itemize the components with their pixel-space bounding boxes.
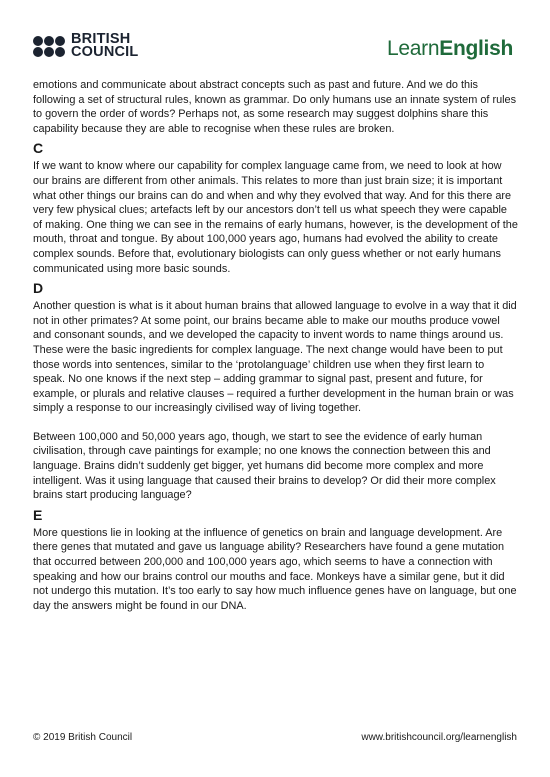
brand-line-2: COUNCIL (71, 44, 139, 60)
footer-url[interactable]: www.britishcouncil.org/learnenglish (361, 732, 517, 743)
learnenglish-logo-suffix: English (439, 37, 513, 60)
article-body (33, 78, 518, 613)
footer-copyright: © 2019 British Council (33, 732, 133, 743)
british-council-dots-icon (33, 36, 65, 57)
brand-line-1: BRITISH (71, 31, 131, 47)
page-footer (33, 732, 517, 743)
section-heading-d: D (33, 280, 44, 297)
page-header (0, 0, 550, 75)
section-d-paragraph-2: Between 100,000 and 50,000 years ago, though, we start to see the evidence of early human civilisation, through cave paintings for example; no one knows the connection between this and language. Brains didn’t suddenly get bigger, yet humans did become more complex and more intelligent. Was it using language that caused their brains to develop? Or did their more complex brains start producing language? (33, 430, 496, 502)
learnenglish-logo (387, 37, 513, 61)
learnenglish-logo-prefix: Learn (387, 37, 440, 60)
section-c-paragraph-1: If we want to know where our capability for complex language came from, we need to look at how our brains are different from other animals. This relates to more than just brain size; it is important what other things our brains can do and when and why they evolved that way. And for this there are very few physical clues; artefacts left by our ancestors don’t tell us what speech they were capable of making. One thing we can see in the remains of early humans, however, is the development of the mouth, throat and tongue. By about 100,000 years ago, humans had evolved the ability to create complex sounds. Before that, evolutionary biologists can only guess whether or not early humans communicated using more basic sounds. (33, 160, 518, 275)
section-e-paragraph-1: More questions lie in looking at the influence of genetics on brain and language development. Are there genes that mutated and gave us language ability? Researchers have found a gene mutation that occurred between 200,000 and 100,000 years ago, which seems to have a connection with speaking and how our brains control our mouths and face. Monkeys have a similar gene, but it did not undergo this mutation. It’s too early to say how much influence genes have on language, but one day the answers might be found in our DNA. (33, 526, 517, 612)
intro-paragraph: emotions and communicate about abstract concepts such as past and future. And we do this following a set of structural rules, known as grammar. Do only humans use an innate system of rules to govern the order of words? Perhaps not, as some research may suggest dolphins share this capability because they are able to recognise when these rules are broken. (33, 79, 517, 135)
section-heading-e: E (33, 506, 43, 523)
section-d-paragraph-1: Another question is what is it about human brains that allowed language to evolve in a way that it did not in other primates? At some point, our brains became able to make our mouths produce vowel and consonant sounds, and we developed the capacity to invent words to name things around us. These were the basic ingredients for complex language. The next change would have been to put those words into sentences, similar to the ‘protolanguage’ children use when they first learn to speak. No one knows if the next step – adding grammar to signal past, present and future, for example, or plurals and relative clauses – required a further development in the human brain or was simply a response to our increasingly civilised way of living together. (33, 300, 517, 415)
british-council-logo (33, 33, 138, 59)
section-heading-c: C (33, 140, 44, 157)
